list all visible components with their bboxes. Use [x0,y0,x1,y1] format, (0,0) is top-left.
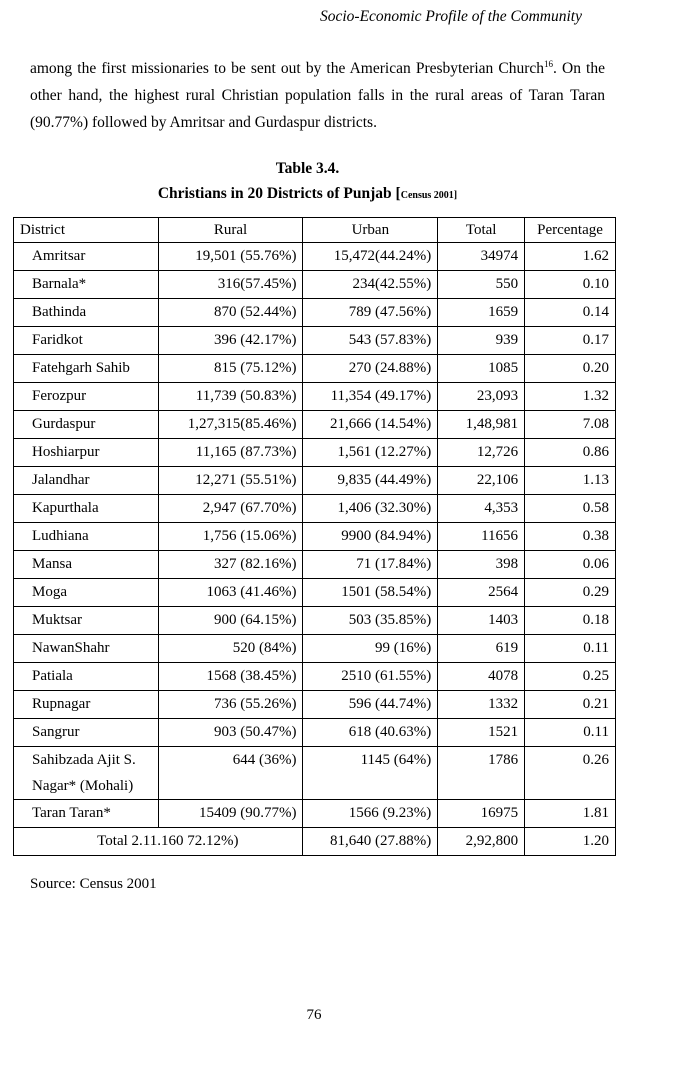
cell-total: 22,106 [438,467,525,495]
body-paragraph [30,55,605,136]
cell-rural: 327 (82.16%) [158,551,303,579]
cell-total: 23,093 [438,383,525,411]
cell-rural: 12,271 (55.51%) [158,467,303,495]
cell-urban: 1501 (58.54%) [303,579,438,607]
cell-percentage: 0.38 [525,523,616,551]
header-district: District [14,218,159,243]
table-row [14,467,616,495]
table-row [14,327,616,355]
cell-rural: 11,739 (50.83%) [158,383,303,411]
cell-total: 1332 [438,691,525,719]
cell-urban: 789 (47.56%) [303,299,438,327]
cell-total-percentage: 1.20 [525,828,616,856]
cell-rural: 903 (50.47%) [158,719,303,747]
table-row [14,299,616,327]
cell-total: 11656 [438,523,525,551]
cell-rural: 644 (36%) [158,747,303,800]
cell-district: Amritsar [14,243,159,271]
cell-total: 1403 [438,607,525,635]
cell-total: 1,48,981 [438,411,525,439]
cell-total: 1786 [438,747,525,800]
header-total: Total [438,218,525,243]
table-row [14,719,616,747]
cell-rural: 736 (55.26%) [158,691,303,719]
cell-percentage: 1.81 [525,800,616,828]
cell-total: 398 [438,551,525,579]
cell-district: Rupnagar [14,691,159,719]
cell-total: 2564 [438,579,525,607]
cell-total: 619 [438,635,525,663]
cell-grand-total: 2,92,800 [438,828,525,856]
cell-rural: 1,756 (15.06%) [158,523,303,551]
table-row [14,383,616,411]
cell-percentage: 0.18 [525,607,616,635]
table-header-row [14,218,616,243]
cell-district: Faridkot [14,327,159,355]
cell-total: 550 [438,271,525,299]
cell-urban: 1,406 (32.30%) [303,495,438,523]
cell-urban: 234(42.55%) [303,271,438,299]
cell-district: Bathinda [14,299,159,327]
cell-percentage: 1.62 [525,243,616,271]
cell-percentage: 0.29 [525,579,616,607]
cell-rural: 870 (52.44%) [158,299,303,327]
cell-total: 34974 [438,243,525,271]
cell-urban: 15,472(44.24%) [303,243,438,271]
table-row [14,551,616,579]
cell-urban: 2510 (61.55%) [303,663,438,691]
cell-district: Sangrur [14,719,159,747]
paragraph-text-end: . On the other hand, the highest rural Christian population falls in the rural areas of Taran Taran (90.77%) followed by Amritsar and Gurdaspur districts. [30,60,605,131]
cell-district: Kapurthala [14,495,159,523]
cell-urban: 11,354 (49.17%) [303,383,438,411]
paragraph-text-start: among the first missionaries to be sent out by the American Presbyterian Church [30,60,545,77]
table-row [14,607,616,635]
table-row-taran-taran [14,800,616,828]
cell-total: 4,353 [438,495,525,523]
table-row [14,691,616,719]
cell-urban: 99 (16%) [303,635,438,663]
cell-percentage: 0.20 [525,355,616,383]
cell-rural: 900 (64.15%) [158,607,303,635]
cell-rural: 2,947 (67.70%) [158,495,303,523]
district-line-1: Sahibzada Ajit S. [32,752,136,768]
cell-urban: 71 (17.84%) [303,551,438,579]
table-row [14,663,616,691]
table-row [14,495,616,523]
table-row [14,579,616,607]
running-header: Socio-Economic Profile of the Community [319,8,582,25]
cell-total: 939 [438,327,525,355]
cell-rural: 11,165 (87.73%) [158,439,303,467]
cell-percentage: 0.14 [525,299,616,327]
cell-rural: 1063 (41.46%) [158,579,303,607]
source-note: Source: Census 2001 [30,876,157,892]
cell-urban: 618 (40.63%) [303,719,438,747]
cell-district: Hoshiarpur [14,439,159,467]
cell-district: Moga [14,579,159,607]
cell-urban: 270 (24.88%) [303,355,438,383]
table-row [14,243,616,271]
cell-district: Fatehgarh Sahib [14,355,159,383]
cell-percentage: 0.25 [525,663,616,691]
cell-total: 16975 [438,800,525,828]
cell-urban: 9,835 (44.49%) [303,467,438,495]
cell-percentage: 0.11 [525,719,616,747]
page-number: 76 [306,1007,322,1023]
cell-urban: 596 (44.74%) [303,691,438,719]
table-row [14,411,616,439]
table-row [14,439,616,467]
table-row [14,523,616,551]
cell-urban: 503 (35.85%) [303,607,438,635]
cell-rural: 15409 (90.77%) [158,800,303,828]
cell-percentage: 0.11 [525,635,616,663]
table-total-row [14,828,616,856]
cell-rural: 316(57.45%) [158,271,303,299]
cell-urban: 1566 (9.23%) [303,800,438,828]
cell-district: Muktsar [14,607,159,635]
cell-district: Barnala* [14,271,159,299]
cell-district [14,747,159,800]
cell-percentage: 1.13 [525,467,616,495]
cell-district: Gurdaspur [14,411,159,439]
cell-district: Patiala [14,663,159,691]
table-title-census: Census 2001] [400,190,458,201]
cell-rural: 520 (84%) [158,635,303,663]
cell-rural: 396 (42.17%) [158,327,303,355]
table-title [0,185,615,203]
footnote-reference: 16 [544,58,554,69]
cell-urban: 1145 (64%) [303,747,438,800]
cell-percentage: 1.32 [525,383,616,411]
table-row [14,635,616,663]
cell-percentage: 0.86 [525,439,616,467]
cell-urban: 543 (57.83%) [303,327,438,355]
cell-urban: 21,666 (14.54%) [303,411,438,439]
cell-total: 1085 [438,355,525,383]
cell-urban: 1,561 (12.27%) [303,439,438,467]
cell-district: Ferozpur [14,383,159,411]
cell-total-rural: Total 2.11.160 72.12%) [14,828,303,856]
table-row [14,355,616,383]
table-title-main: Christians in 20 Districts of Punjab [ [157,185,401,202]
christians-table [13,217,616,856]
table-number: Table 3.4. [275,160,340,177]
cell-percentage: 7.08 [525,411,616,439]
cell-district: Jalandhar [14,467,159,495]
cell-rural: 1568 (38.45%) [158,663,303,691]
cell-rural: 19,501 (55.76%) [158,243,303,271]
cell-percentage: 0.21 [525,691,616,719]
cell-percentage: 0.10 [525,271,616,299]
cell-district: Mansa [14,551,159,579]
cell-percentage: 0.26 [525,747,616,800]
cell-rural: 815 (75.12%) [158,355,303,383]
cell-total: 1659 [438,299,525,327]
cell-district: Taran Taran* [14,800,159,828]
cell-total: 1521 [438,719,525,747]
table-row [14,271,616,299]
cell-district: Ludhiana [14,523,159,551]
cell-percentage: 0.06 [525,551,616,579]
cell-total-urban: 81,640 (27.88%) [303,828,438,856]
header-rural: Rural [158,218,303,243]
cell-district: NawanShahr [14,635,159,663]
table-row-mohali [14,747,616,800]
header-percentage: Percentage [525,218,616,243]
district-line-2: Nagar* (Mohali) [32,778,134,794]
cell-total: 4078 [438,663,525,691]
cell-total: 12,726 [438,439,525,467]
cell-urban: 9900 (84.94%) [303,523,438,551]
cell-percentage: 0.58 [525,495,616,523]
cell-rural: 1,27,315(85.46%) [158,411,303,439]
cell-percentage: 0.17 [525,327,616,355]
header-urban: Urban [303,218,438,243]
